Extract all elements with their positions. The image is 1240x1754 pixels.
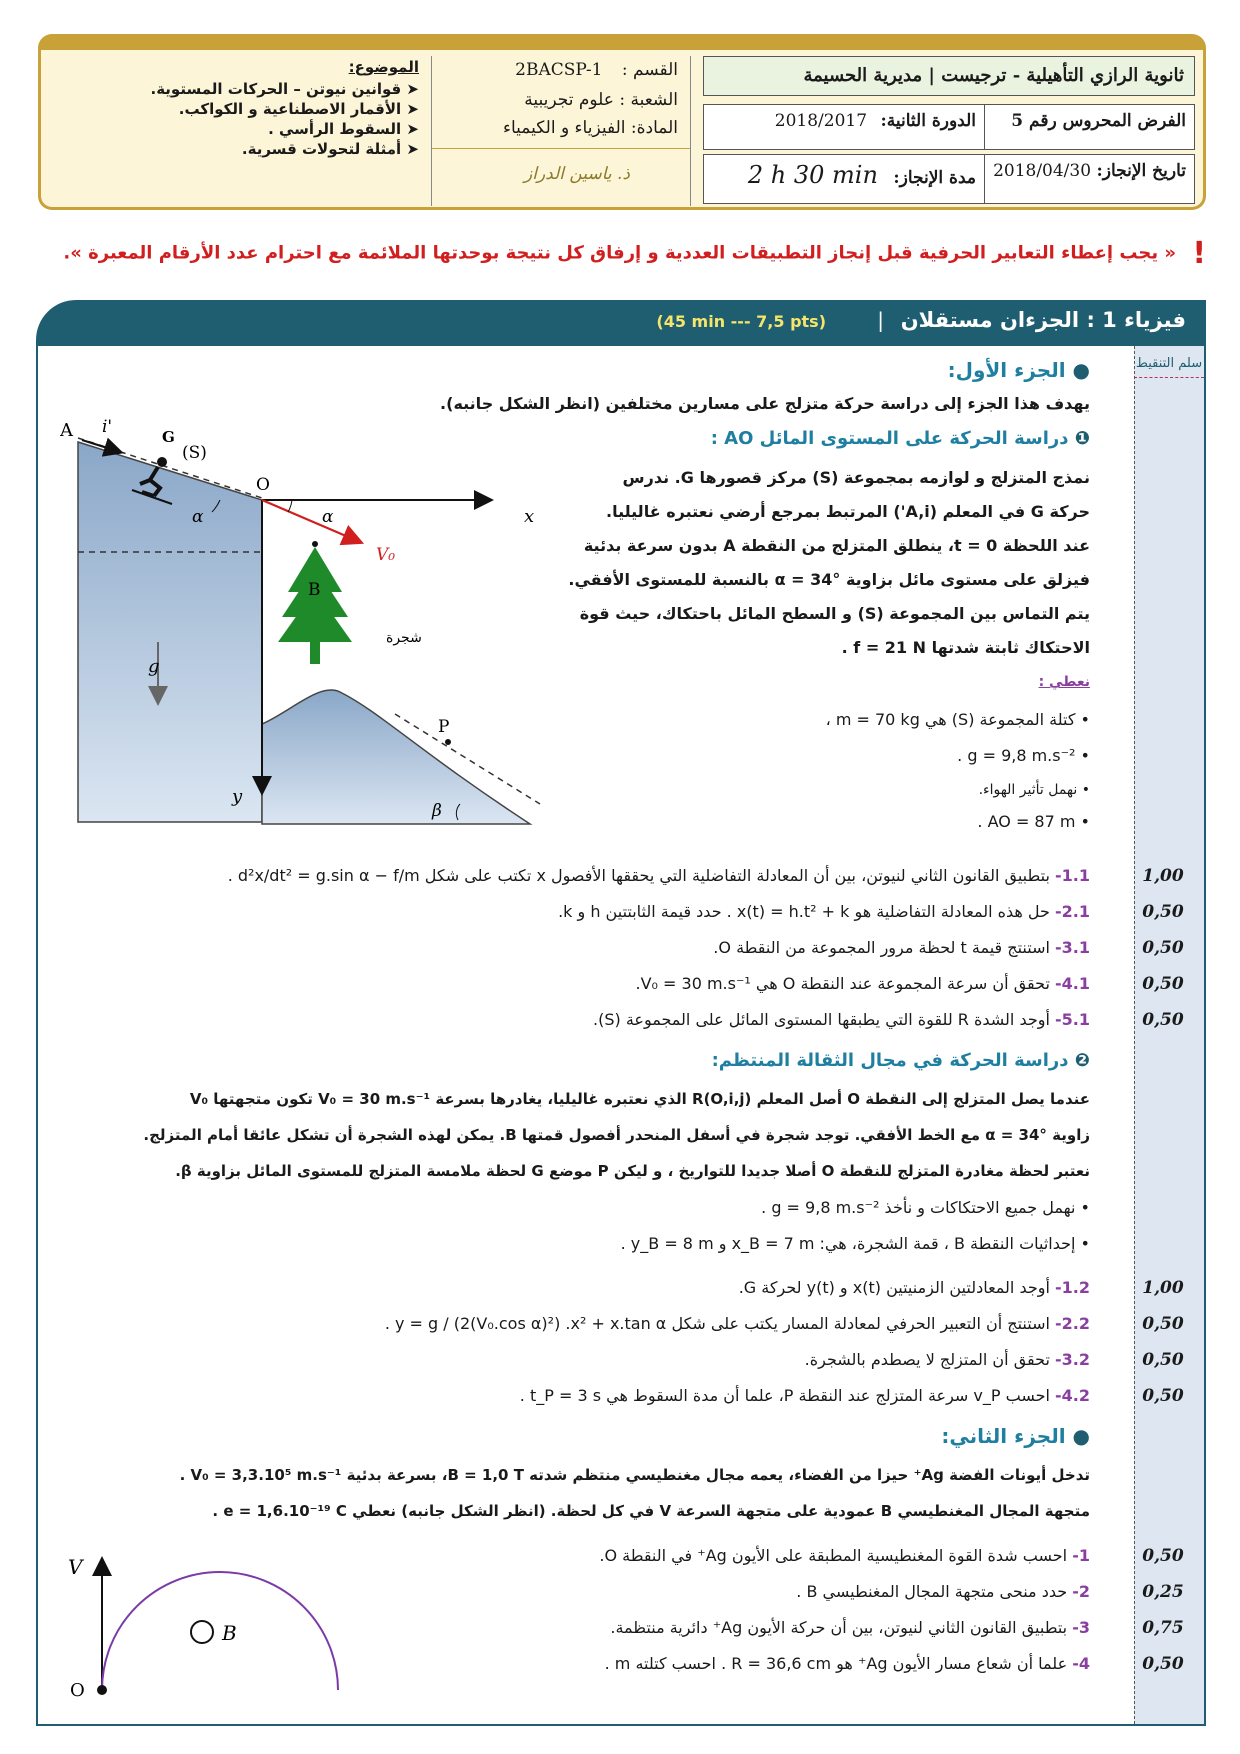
label-alpha-right: α: [322, 507, 334, 527]
session-year: 2018/2017: [774, 111, 868, 131]
question-item: 4- علما أن شعاع مسار الأيون Ag⁺ هو R = 36,6 cm . احسب كتلته m .: [604, 1654, 1090, 1673]
session-label: الدورة الثانية:: [880, 111, 976, 131]
question-item: 1.1- بتطبيق القانون الثاني لنيوتن، بين أن المعادلة التفاضلية التي يحققها الأفصول x تكتب على شكل d²x/dt² = g.sin α − f/m .: [227, 866, 1090, 885]
exam-row: [703, 104, 1195, 150]
question-grade: 0,50: [1142, 1350, 1184, 1370]
s2-line: نعتبر لحظة مغادرة المتزلج للنقطة O أصلا جديدا للتواريخ ، و ليكن P موضع G لحظة ملامسة المتزلج للمستوى المائل بزاوية β.: [175, 1162, 1090, 1180]
s1-line: يتم التماس بين المجموعة (S) و السطح المائل باحتكاك، حيث قوة: [579, 604, 1090, 623]
branch: الشعبة : علوم تجريبية: [524, 90, 678, 110]
s1-line: حركة G في المعلم (A,i') المرتبط بمرجع أرضي نعتبره غاليليا.: [606, 502, 1090, 521]
warning-text: « يجب إعطاء التعابير الحرفية قبل إنجاز التطبيقات العددية و إرفاق كل نتيجة بوحدتها الملائمة مع احترام عدد الأرقام المعبرة ».: [63, 242, 1177, 264]
question-item: 2.1- حل هذه المعادلة التفاضلية هو x(t) = h.t² + k . حدد قيمة الثابتتين h و k.: [558, 902, 1090, 921]
question-item: 1- احسب شدة القوة المغنطيسية المطبقة على الأيون Ag⁺ في النقطة O.: [599, 1546, 1090, 1565]
point-o: [97, 1685, 107, 1695]
given-item: • AO = 87 m .: [977, 812, 1090, 831]
question-item: 4.2- احسب v_P سرعة المتزلج عند النقطة P، علما أن مدة السقوط هي t_P = 3 s .: [519, 1386, 1090, 1405]
topics-list: [49, 80, 419, 158]
s1-line: الاحتكاك ثابتة شدتها f = 21 N .: [841, 638, 1090, 657]
duration-cell: [702, 155, 984, 203]
physics-banner: [36, 300, 1206, 346]
question-item: 3.2- تحقق أن المتزلج لا يصطدم بالشجرة.: [804, 1350, 1090, 1369]
label-tree: شجرة: [386, 630, 422, 646]
label-x: x: [524, 506, 535, 527]
label-a: A: [60, 420, 73, 441]
question-item: 2.2- استنتج أن التعبير الحرفي لمعادلة المسار يكتب على شكل y = g / (2(V₀.cos α)²) .x² + x.tan α .: [384, 1314, 1090, 1333]
given-item: • كتلة المجموعة (S) هي m = 70 kg ،: [826, 710, 1090, 729]
date-row: [703, 154, 1195, 204]
label-s: (S): [182, 443, 207, 463]
subject: المادة: الفيزياء و الكيمياء: [502, 118, 678, 138]
point-p: [445, 739, 451, 745]
label-v0: V₀: [376, 545, 396, 565]
class-value: 2BACSP-1: [515, 60, 603, 80]
s2-line: عندما يصل المتزلج إلى النقطة O أصل المعلم R(O,i,j) الذي نعتبره غاليليا، يغادرها بسرعة V₀ = 30 m.s⁻¹ تكون متجهتها V₀: [189, 1090, 1090, 1108]
question-grade: 0,75: [1142, 1618, 1184, 1638]
magnetic-field-figure: [62, 1540, 362, 1700]
exam-label: الفرض المحروس رقم 5: [984, 105, 1194, 149]
question-item: 2- حدد منحى متجهة المجال المغنطيسي B .: [796, 1582, 1090, 1601]
warning-notice: [38, 236, 1206, 271]
question-grade: 0,50: [1142, 1546, 1184, 1566]
given-item: • نهمل تأثير الهواء.: [979, 782, 1090, 798]
part2-title: ● الجزء الثاني:: [941, 1424, 1090, 1448]
label-y: y: [232, 786, 243, 807]
question-grade: 0,50: [1142, 1010, 1184, 1030]
question-grade: 0,25: [1142, 1582, 1184, 1602]
label-o: O: [256, 475, 270, 495]
lower-hill: [262, 690, 530, 824]
header-class-block: [431, 56, 691, 206]
field-out-icon: [191, 1621, 213, 1643]
label-beta: β: [432, 801, 442, 821]
label-b-field: B: [222, 1621, 237, 1645]
question-grade: 0,50: [1142, 1654, 1184, 1674]
question-item: 1.2- أوجد المعادلتين الزمنيتين x(t) و y(t) لحركة G.: [738, 1278, 1090, 1297]
banner-time: (45 min --- 7,5 pts): [656, 312, 826, 331]
alpha-arc-right: [288, 500, 292, 512]
v0-vector: [262, 500, 360, 542]
question-grade: 1,00: [1142, 1278, 1184, 1298]
section1-title: ❶ دراسة الحركة على المستوى المائل AO :: [710, 428, 1090, 449]
question-item: 4.1- تحقق أن سرعة المجموعة عند النقطة O هي V₀ = 30 m.s⁻¹.: [635, 974, 1090, 993]
question-item: 3.1- استنتج قيمة t لحظة مرور المجموعة من النقطة O.: [713, 938, 1090, 957]
s2-given-item: • إحداثيات النقطة B ، قمة الشجرة، هي: x_B = 7 m و y_B = 8 m .: [621, 1234, 1090, 1253]
school-name: ثانوية الرازي التأهيلية - ترجيست | مديرية الحسيمة: [703, 56, 1195, 96]
s1-line: فيزلق على مستوى مائل بزاوية α = 34° بالنسبة للمستوى الأفقي.: [568, 570, 1090, 589]
given-item: • g = 9,8 m.s⁻² .: [957, 746, 1090, 765]
s2-line: زاوية α = 34° مع الخط الأفقي. توجد شجرة في أسفل المنحدر أفصول قمتها B. يمكن لهذه الشجرة أن تشكل عائقا أمام المتزلج.: [143, 1126, 1090, 1144]
exam-header: [38, 34, 1206, 210]
label-g: g: [148, 656, 160, 677]
duration-label: مدة الإنجاز:: [893, 168, 976, 188]
label-p: P: [438, 717, 450, 737]
question-grade: 0,50: [1142, 902, 1184, 922]
banner-separator: |: [877, 308, 884, 332]
given-title: نعطي :: [1038, 674, 1090, 690]
question-grade: 1,00: [1142, 866, 1184, 886]
date-cell: [984, 155, 1194, 203]
label-i: i': [102, 417, 113, 437]
question-grade: 0,50: [1142, 1386, 1184, 1406]
topics-title: الموضوع:: [348, 58, 419, 76]
question-item: 3- بتطبيق القانون الثاني لنيوتن، بين أن حركة الأيون Ag⁺ دائرية منتظمة.: [610, 1618, 1090, 1637]
label-b: B: [308, 580, 321, 600]
label-alpha-left: α: [192, 507, 204, 527]
grade-column: [1134, 346, 1204, 1724]
label-o2: O: [70, 1680, 85, 1700]
part1-title: ● الجزء الأول:: [947, 358, 1090, 382]
s1-line: نمذج المتزلج و لوازمه بمجموعة (S) مركز قصورها G. ندرس: [622, 468, 1090, 487]
session-cell: [702, 105, 984, 149]
part2-line: تدخل أيونات الفضة Ag⁺ حيزا من الفضاء، يعمه مجال مغنطيسي منتظم شدته B = 1,0 T، بسرعة بدئية V₀ = 3,3.10⁵ m.s⁻¹ .: [179, 1466, 1090, 1484]
date-value: 2018/04/30: [993, 161, 1092, 181]
banner-title: فيزياء 1 : الجزءان مستقلان: [900, 308, 1186, 332]
grade-header: سلم التنقيط: [1134, 356, 1204, 378]
date-label: تاريخ الإنجاز:: [1096, 161, 1186, 181]
s2-given-item: • نهمل جميع الاحتكاكات و نأخذ g = 9,8 m.s⁻² .: [761, 1198, 1090, 1217]
topics-block: [49, 58, 419, 208]
s1-line: عند اللحظة t = 0، ينطلق المتزلج من النقطة A بدون سرعة بدئية: [583, 536, 1090, 555]
circular-trajectory: [102, 1572, 338, 1690]
question-grade: 0,50: [1142, 1314, 1184, 1334]
question-grade: 0,50: [1142, 974, 1184, 994]
warning-icon: !: [1192, 236, 1206, 271]
label-g-point: G: [162, 428, 175, 446]
section2-title: ❷ دراسة الحركة في مجال الثقالة المنتظم:: [711, 1050, 1090, 1071]
header-info-block: [695, 50, 1203, 210]
teacher-name: ذ. ياسين الدراز: [524, 164, 630, 184]
part2-line: متجهة المجال المغنطيسي B عمودية على متجهة السرعة V في كل لحظة. (انظر الشكل جانبه) نعطي e = 1,6.10⁻¹⁹ C .: [212, 1502, 1090, 1520]
topic-item: ➤ السقوط الرأسي .: [268, 120, 419, 138]
topic-item: ➤ قوانين نيوتن – الحركات المستوية.: [150, 80, 419, 98]
class-label: القسم :: [621, 60, 678, 80]
ski-slope-figure: [60, 392, 560, 842]
question-item: 5.1- أوجد الشدة R للقوة التي يطبقها المستوى المائل على المجموعة (S).: [593, 1010, 1090, 1029]
part1-intro: يهدف هذا الجزء إلى دراسة حركة متزلج على مسارين مختلفين (انظر الشكل جانبه).: [440, 394, 1090, 413]
duration-value: 2 h 30 min: [747, 161, 878, 189]
topic-item: ➤ الأقمار الاصطناعية و الكواكب.: [178, 100, 419, 118]
tree-icon: [278, 541, 352, 664]
class-line: [515, 60, 678, 80]
left-hill: [78, 442, 262, 822]
topic-item: ➤ أمثلة لتحولات قسرية.: [241, 140, 419, 158]
label-v: V: [68, 1555, 83, 1579]
question-grade: 0,50: [1142, 938, 1184, 958]
